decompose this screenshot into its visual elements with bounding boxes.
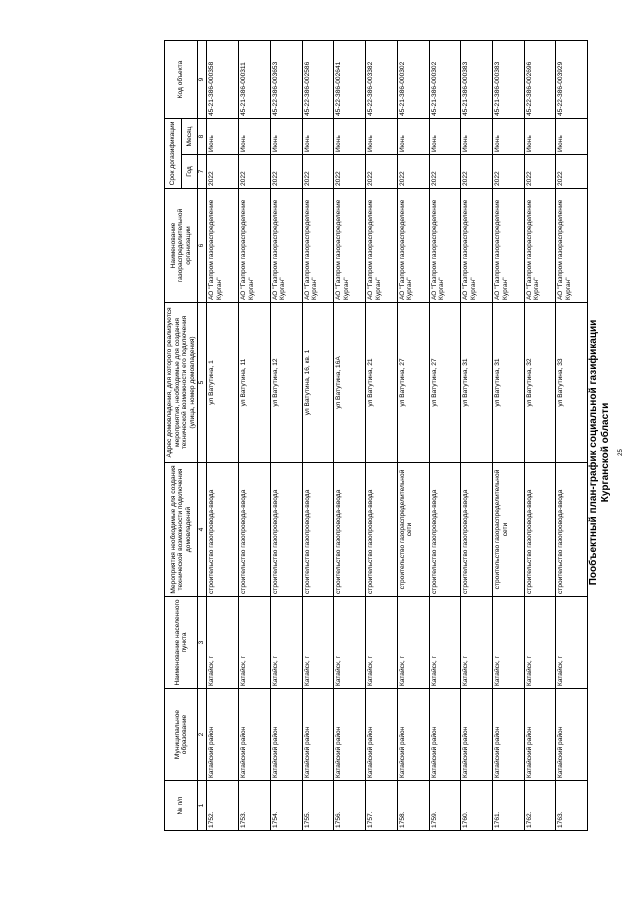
header-municipality: Муниципальное образование [165,689,198,781]
cell-year: 2022 [239,155,271,189]
cell-measure: строительство газопровода-ввода [302,463,334,597]
column-number: 8 [198,119,207,155]
column-number: 1 [198,781,207,831]
header-code: Код объекта [165,41,198,119]
cell-month: Июнь [397,119,429,155]
cell-num: 1761. [492,781,524,831]
cell-locality: Катайск, г [366,597,398,689]
cell-municipality: Катайский район [302,689,334,781]
cell-municipality: Катайский район [429,689,461,781]
column-number-row [198,41,207,831]
cell-month: Июнь [239,119,271,155]
cell-year: 2022 [207,155,239,189]
cell-year: 2022 [556,155,588,189]
cell-year: 2022 [397,155,429,189]
cell-address: ул Ватутина, 1 [207,303,239,463]
table-row [524,41,556,831]
column-number: 6 [198,189,207,303]
table-row [334,41,366,831]
cell-num: 1753. [239,781,271,831]
cell-year: 2022 [492,155,524,189]
cell-num: 1759. [429,781,461,831]
cell-code: 45-22-386-003382 [366,41,398,119]
cell-code: 45-22-386-002586 [302,41,334,119]
cell-month: Июнь [334,119,366,155]
cell-measure: строительство газопровода-ввода [334,463,366,597]
cell-locality: Катайск, г [492,597,524,689]
cell-org: АО "Газпром газораспределение Курган" [492,189,524,303]
cell-code: 45-21-386-000358 [207,41,239,119]
cell-code: 45-22-386-003929 [556,41,588,119]
cell-measure: строительство газопровода-ввода [366,463,398,597]
table-row [429,41,461,831]
cell-measure: строительство газораспределительной сети [492,463,524,597]
cell-measure: строительство газопровода-ввода [239,463,271,597]
cell-month: Июнь [207,119,239,155]
cell-measure: строительство газопровода-ввода [207,463,239,597]
cell-month: Июнь [492,119,524,155]
column-number: 9 [198,41,207,119]
cell-num: 1752. [207,781,239,831]
cell-locality: Катайск, г [524,597,556,689]
cell-code: 45-22-386-002641 [334,41,366,119]
table-row [270,41,302,831]
cell-org: АО "Газпром газораспределение Курган" [429,189,461,303]
cell-locality: Катайск, г [270,597,302,689]
cell-locality: Катайск, г [302,597,334,689]
cell-address: ул Ватутина, 21 [366,303,398,463]
cell-measure: строительство газопровода-ввода [270,463,302,597]
cell-address: ул Ватутина, 27 [429,303,461,463]
header-measures: Мероприятия необходимые для создания технической возможности подключения домовладений [165,463,198,597]
cell-locality: Катайск, г [239,597,271,689]
cell-locality: Катайск, г [397,597,429,689]
cell-code: 45-22-386-002696 [524,41,556,119]
cell-municipality: Катайский район [366,689,398,781]
cell-address: ул Ватутина, 12 [270,303,302,463]
header-row [165,41,182,831]
column-number: 7 [198,155,207,189]
cell-org: АО "Газпром газораспределение Курган" [461,189,493,303]
cell-code: 45-21-386-000311 [239,41,271,119]
cell-month: Июнь [366,119,398,155]
document-title [588,0,612,905]
cell-num: 1755. [302,781,334,831]
cell-code: 45-21-386-000302 [429,41,461,119]
cell-org: АО "Газпром газораспределение Курган" [270,189,302,303]
column-number: 3 [198,597,207,689]
cell-address: ул Ватутина, 32 [524,303,556,463]
cell-org: АО "Газпром газораспределение Курган" [302,189,334,303]
cell-code: 45-21-386-000302 [397,41,429,119]
cell-num: 1762. [524,781,556,831]
cell-month: Июнь [302,119,334,155]
cell-locality: Катайск, г [556,597,588,689]
table-row [556,41,588,831]
cell-measure: строительство газопровода-ввода [524,463,556,597]
column-number: 4 [198,463,207,597]
cell-num: 1760. [461,781,493,831]
cell-org: АО "Газпром газораспределение Курган" [366,189,398,303]
cell-address: ул Ватутина, 16А [334,303,366,463]
cell-address: ул Ватутина, 27 [397,303,429,463]
cell-measure: строительство газопровода-ввода [461,463,493,597]
cell-municipality: Катайский район [239,689,271,781]
cell-year: 2022 [461,155,493,189]
cell-locality: Катайск, г [207,597,239,689]
cell-measure: строительство газопровода-ввода [556,463,588,597]
header-num: № п/п [165,781,198,831]
cell-month: Июнь [556,119,588,155]
cell-code: 45-21-386-000383 [461,41,493,119]
cell-year: 2022 [366,155,398,189]
cell-address: ул Ватутина, 31 [461,303,493,463]
cell-org: АО "Газпром газораспределение Курган" [239,189,271,303]
header-month: Месяц [181,119,198,155]
cell-year: 2022 [524,155,556,189]
cell-address: ул Ватутина, 11 [239,303,271,463]
column-number: 5 [198,303,207,463]
table-row [397,41,429,831]
cell-municipality: Катайский район [461,689,493,781]
page-number: 25 [618,449,624,456]
cell-address: ул Ватутина, 31 [492,303,524,463]
column-number: 2 [198,689,207,781]
cell-org: АО "Газпром газораспределение Курган" [556,189,588,303]
cell-municipality: Катайский район [270,689,302,781]
cell-org: АО "Газпром газораспределение Курган" [207,189,239,303]
header-year: Год [181,155,198,189]
cell-num: 1754. [270,781,302,831]
cell-month: Июнь [461,119,493,155]
header-address: Адрес домовладения, для которого реализуются мероприятия, необходимые для создания технической возможности его подключения (улица, номер домовладения) [165,303,198,463]
cell-locality: Катайск, г [334,597,366,689]
table-row [239,41,271,831]
cell-num: 1758. [397,781,429,831]
cell-municipality: Катайский район [524,689,556,781]
cell-municipality: Катайский район [207,689,239,781]
cell-municipality: Катайский район [334,689,366,781]
table-row [492,41,524,831]
cell-year: 2022 [270,155,302,189]
table-row [207,41,239,831]
table-row [302,41,334,831]
cell-num: 1756. [334,781,366,831]
cell-locality: Катайск, г [429,597,461,689]
title-line-1: Пообъектный план-график социальной газификации [588,319,599,586]
cell-measure: строительство газопровода-ввода [429,463,461,597]
cell-municipality: Катайский район [492,689,524,781]
cell-locality: Катайск, г [461,597,493,689]
header-locality: Наименование населенного пункта [165,597,198,689]
header-org: Наименование газораспределительной организации [165,189,198,303]
cell-month: Июнь [524,119,556,155]
cell-month: Июнь [429,119,461,155]
cell-num: 1757. [366,781,398,831]
cell-org: АО "Газпром газораспределение Курган" [334,189,366,303]
gasification-table [164,40,588,831]
cell-year: 2022 [429,155,461,189]
cell-address: ул Ватутина, 33 [556,303,588,463]
header-term: Срок догазификации [165,119,182,189]
cell-municipality: Катайский район [556,689,588,781]
cell-municipality: Катайский район [397,689,429,781]
cell-num: 1763. [556,781,588,831]
cell-code: 45-21-386-000383 [492,41,524,119]
cell-year: 2022 [302,155,334,189]
cell-org: АО "Газпром газораспределение Курган" [397,189,429,303]
cell-year: 2022 [334,155,366,189]
cell-org: АО "Газпром газораспределение Курган" [524,189,556,303]
cell-address: ул Ватутина, 16, кв. 1 [302,303,334,463]
title-line-2: Курганской области [600,402,611,503]
table-body [207,41,588,831]
table-row [461,41,493,831]
table-row [366,41,398,831]
cell-month: Июнь [270,119,302,155]
cell-code: 45-22-386-003653 [270,41,302,119]
cell-measure: строительство газораспределительной сети [397,463,429,597]
